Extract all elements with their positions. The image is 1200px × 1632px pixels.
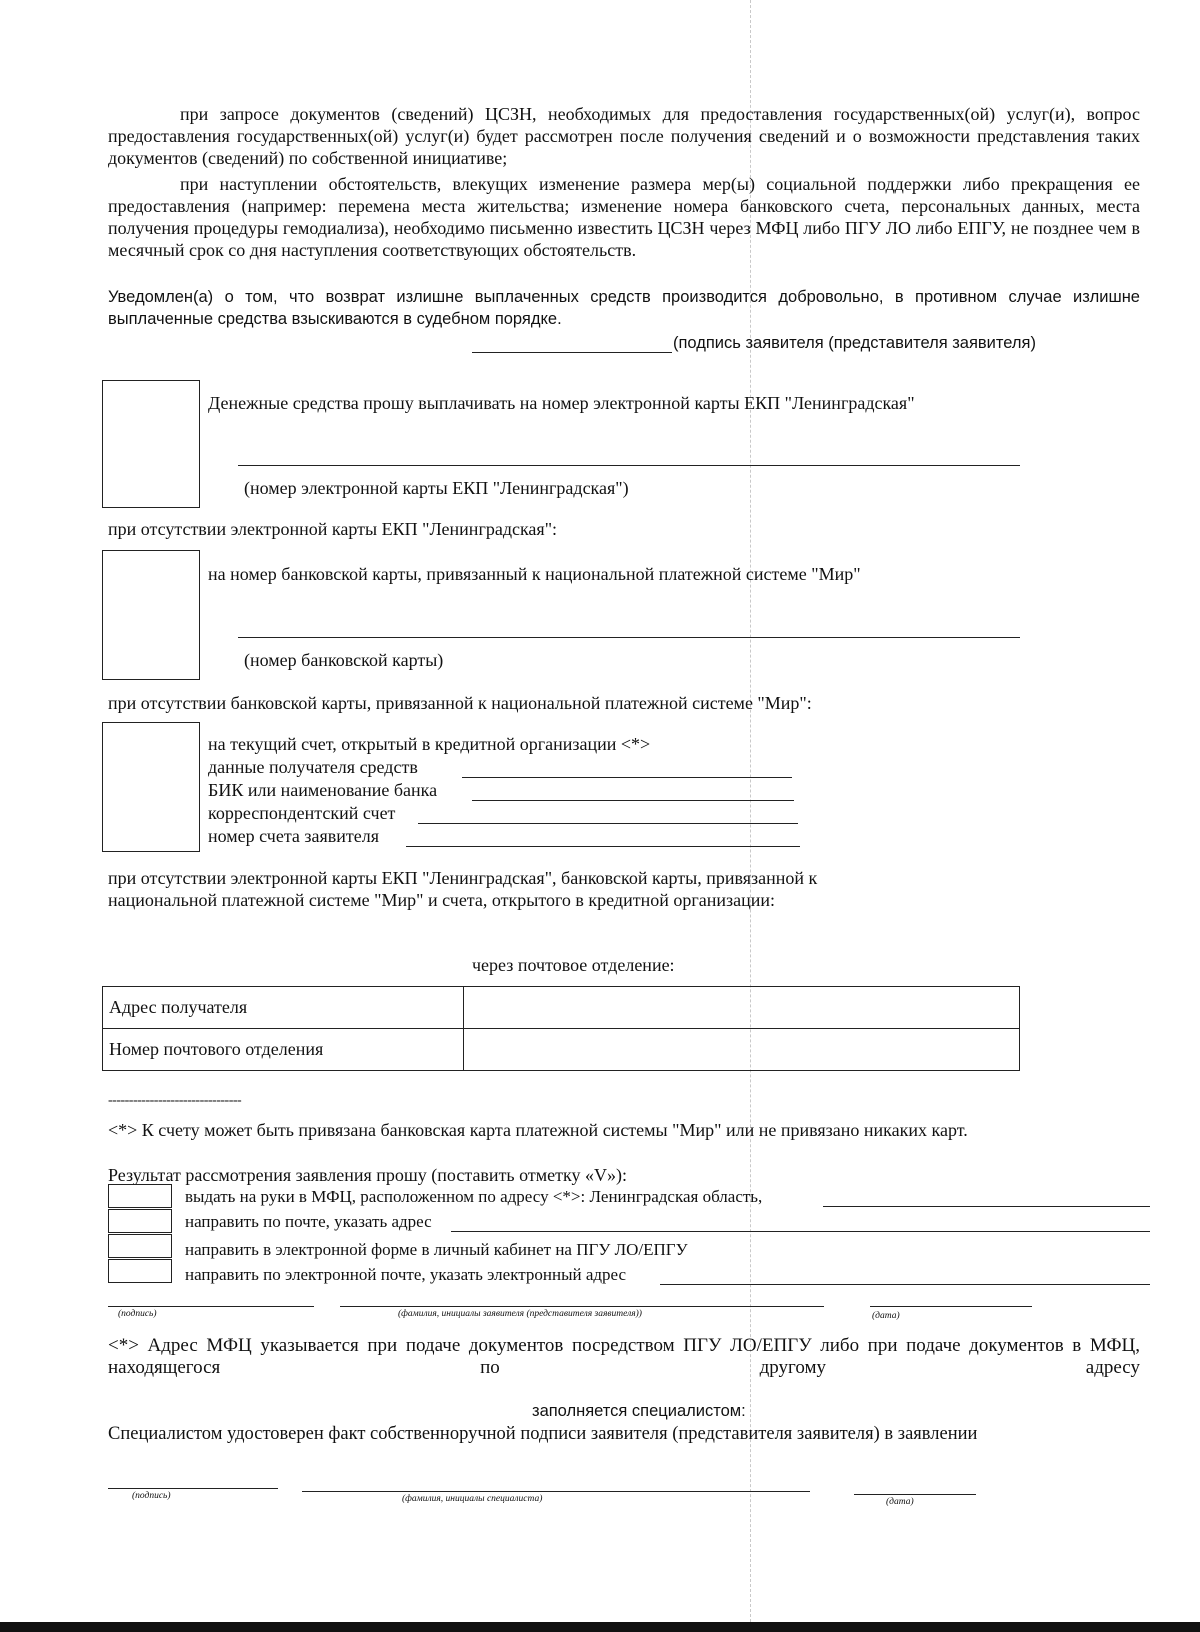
applicant-name-caption: (фамилия, инициалы заявителя (представителя заявителя)) [398,1309,642,1319]
mir-card-number-line[interactable] [238,637,1020,638]
applicant-signature-caption: (подпись заявителя (представителя заявителя) [673,334,1036,352]
result-option-portal-label: направить в электронной форме в личный кабинет на ПГУ ЛО/ЕПГУ [185,1240,688,1259]
footnote-separator: -------------------------------- [108,1093,242,1108]
correspondent-account-label: корреспондентский счет [208,803,396,823]
no-ekp-heading: при отсутствии электронной карты ЕКП "Ленинградская": [108,519,558,539]
bank-account-checkbox[interactable] [102,722,200,852]
table-row [103,1029,1020,1071]
specialist-signature-field[interactable] [108,1488,278,1489]
result-option-checkbox-post[interactable] [108,1209,172,1233]
post-office-heading: через почтовое отделение: [472,955,675,975]
mir-card-option-label: на номер банковской карты, привязанный к национальной платежной системе "Мир" [208,564,861,584]
specialist-date-caption: (дата) [886,1497,914,1507]
recipient-data-field[interactable] [462,777,792,778]
specialist-signature-caption: (подпись) [132,1491,171,1501]
mir-card-checkbox[interactable] [102,550,200,680]
bank-account-option-label: на текущий счет, открытый в кредитной организации <*> [208,734,651,754]
correspondent-account-field[interactable] [418,823,798,824]
intro-paragraph-3: Уведомлен(а) о том, что возврат излишне выплаченных средств производится добровольно, в противном случае излишне выплаченные средства взыскиваются в судебном порядке. [108,288,1140,328]
recipient-address-label: Адрес получателя [103,987,464,1029]
specialist-heading: заполняется специалистом: [532,1402,746,1420]
mfc-address-note-line1 [108,1335,1140,1379]
applicant-signature-line[interactable] [472,352,672,353]
recipient-data-label: данные получателя средств [208,757,418,777]
ekp-card-number-line[interactable] [238,465,1020,466]
bik-bank-name-field[interactable] [472,800,794,801]
ekp-card-number-caption: (номер электронной карты ЕКП "Ленинградская") [244,478,629,498]
result-option-email-label: направить по электронной почте, указать электронный адрес [185,1265,627,1284]
specialist-certification-text: Специалистом удостоверен факт собственноручной подписи заявителя (представителя заявителя) в заявлении [108,1424,978,1444]
result-option-mfc-label: выдать на руки в МФЦ, расположенном по адресу <*>: Ленинградская область, [185,1187,763,1206]
specialist-date-field[interactable] [854,1494,976,1495]
ekp-card-option-label: Денежные средства прошу выплачивать на номер электронной карты ЕКП "Ленинградская" [208,393,915,413]
footnote-text: <*> К счету может быть привязана банковская карта платежной системы "Мир" или не привязано никаких карт. [108,1120,968,1140]
post-office-table [102,986,1020,1071]
applicant-signature-caption-small: (подпись) [118,1309,157,1319]
postal-address-field[interactable] [451,1231,1150,1232]
result-heading: Результат рассмотрения заявления прошу (поставить отметку «V»): [108,1165,628,1185]
mir-card-number-caption: (номер банковской карты) [244,650,444,670]
applicant-account-number-field[interactable] [406,846,800,847]
email-address-field[interactable] [660,1284,1150,1285]
intro-paragraph-1: при запросе документов (сведений) ЦСЗН, необходимых для предоставления государственных(ой) услуг(и), вопрос предоставления государственных(ой) услуг(и) будет рассмотрен после получения сведений и о возможности представления таких документов (сведений) по собственной инициативе; [108,104,1140,168]
table-row [103,987,1020,1029]
applicant-account-number-label: номер счета заявителя [208,826,380,846]
applicant-name-field[interactable] [340,1306,824,1307]
no-mir-heading: при отсутствии банковской карты, привязанной к национальной платежной системе "Мир": [108,693,812,713]
post-office-number-field[interactable] [464,1029,1020,1071]
specialist-name-field[interactable] [302,1491,810,1492]
no-payment-means-heading-line1: при отсутствии электронной карты ЕКП "Ленинградская", банковской карты, привязанной к [108,868,818,888]
applicant-date-caption: (дата) [872,1311,900,1321]
intro-paragraph-2: при наступлении обстоятельств, влекущих изменение размера мер(ы) социальной поддержки либо прекращения ее предоставления (например: перемена места жительства; изменение номера банковского счета, персональных данных, места получения процедуры гемодиализа), необходимо письменно известить ЦСЗН через МФЦ либо ПГУ ЛО либо ЕПГУ, не позднее чем в месячный срок со дня наступления соответствующих обстоятельств. [108,174,1140,260]
result-option-post-label: направить по почте, указать адрес [185,1212,432,1231]
no-payment-means-heading-line2: национальной платежной системе "Мир" и счета, открытого в кредитной организации: [108,890,775,910]
post-office-number-label: Номер почтового отделения [103,1029,464,1071]
applicant-date-field[interactable] [870,1306,1032,1307]
result-option-checkbox-email[interactable] [108,1259,172,1283]
ekp-card-checkbox[interactable] [102,380,200,508]
mfc-address-field[interactable] [823,1206,1150,1207]
result-option-checkbox-mfc[interactable] [108,1184,172,1208]
specialist-name-caption: (фамилия, инициалы специалиста) [402,1494,543,1504]
applicant-signature-field[interactable] [108,1306,314,1307]
scan-edge-bar [0,1622,1200,1632]
mfc-address-note: <*> Адрес МФЦ указывается при подаче документов посредством ПГУ ЛО/ЕПГУ либо при подаче документов в МФЦ, находящегося по другому адресу [108,1335,1140,1378]
result-option-checkbox-portal[interactable] [108,1234,172,1258]
recipient-address-field[interactable] [464,987,1020,1029]
bik-bank-name-label: БИК или наименование банка [208,780,438,800]
